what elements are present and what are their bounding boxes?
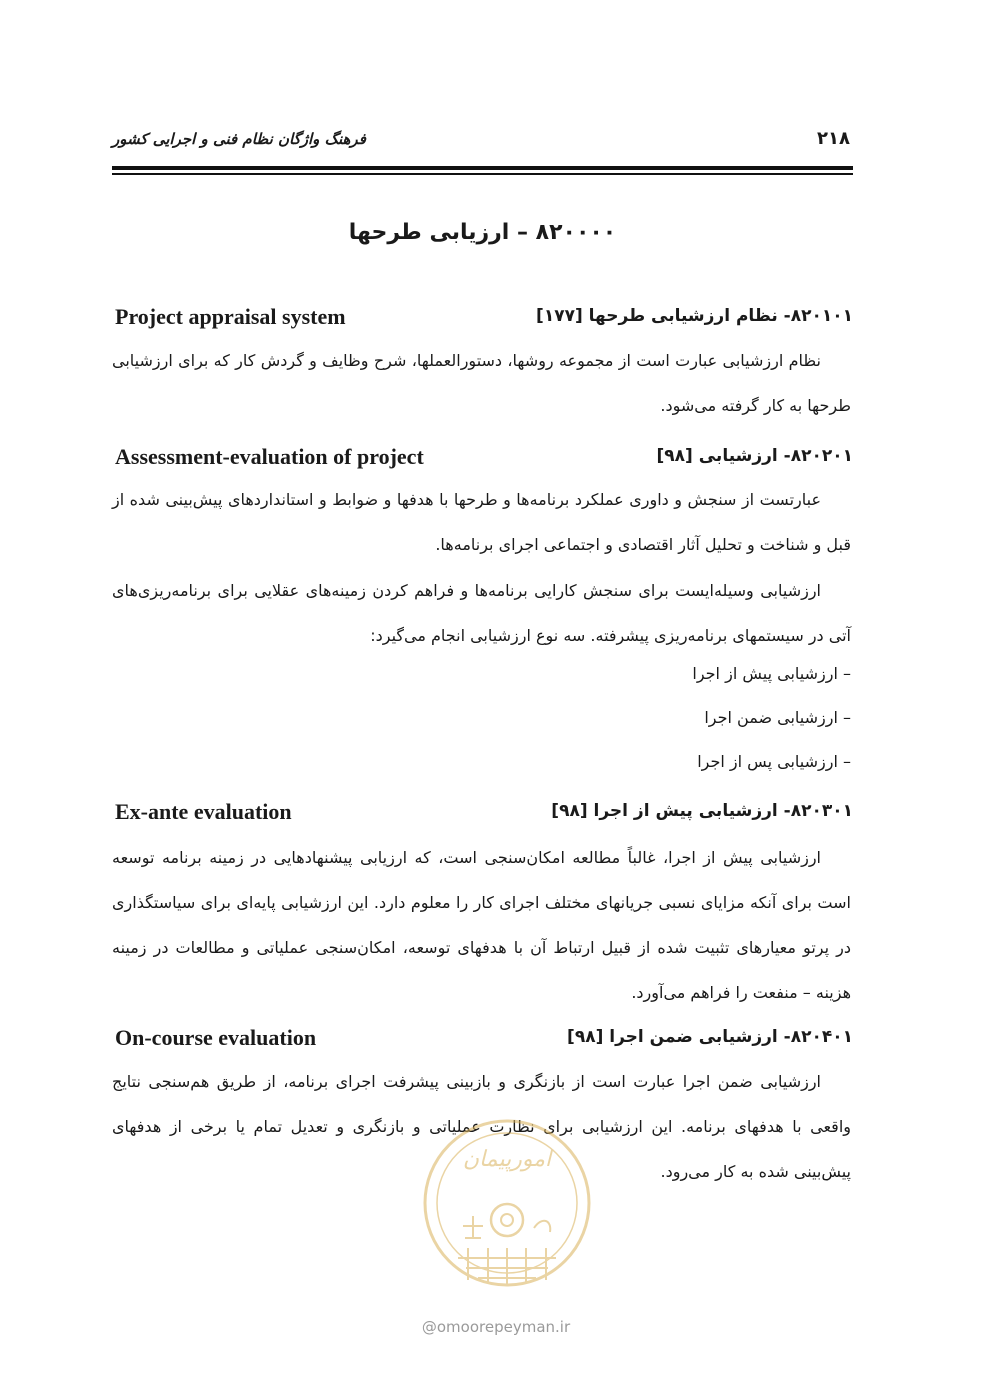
entry-heading <box>112 444 853 474</box>
watermark-logo-text: امورپیمان <box>462 1147 552 1172</box>
entry-paragraph: ارزشیابی ضمن اجرا عبارت است از بازنگری و بازبینی پیشرفت اجرای برنامه، از طریق هم‌سنجی نتایج واقعی با هدفهای برنامه. این ارزشیابی برای نظارت عملیاتی و بازنگری و تعدیل تمام یا برخی از هدفهای پیش‌بینی شده به کار می‌رود. <box>112 1072 851 1181</box>
entry-paragraph: ارزشیابی وسیله‌ایست برای سنجش کارایی برنامه‌ها و فراهم کردن زمینه‌های عقلایی برای برنامه‌ریزی‌های آتی در سیستمهای برنامه‌ریزی پیشرفته. سه نوع ارزشیابی انجام می‌گیرد: <box>112 581 851 645</box>
at-icon: @ <box>421 1318 437 1336</box>
entry-heading <box>112 1025 853 1055</box>
term-persian: ۸۲۰۲۰۱- ارزشیابی [۹۸] <box>656 446 853 466</box>
page-number: ۲۱۸ <box>817 128 850 149</box>
term-persian: ۸۲۰۴۰۱- ارزشیابی ضمن اجرا [۹۸] <box>567 1027 853 1047</box>
entry-heading <box>112 304 853 334</box>
bullet-item: – ارزشیابی ضمن اجرا <box>704 708 851 727</box>
watermark-site <box>0 1318 992 1336</box>
section-title: ۸۲۰۰۰۰ – ارزیابی طرحها <box>348 220 617 245</box>
entry-heading <box>112 799 853 829</box>
term-english: Assessment-evaluation of project <box>115 444 424 469</box>
term-english: Project appraisal system <box>115 304 346 329</box>
term-english: On-course evaluation <box>115 1025 317 1050</box>
watermark-site-text: omoorepeyman.ir <box>436 1318 571 1336</box>
term-persian: ۸۲۰۳۰۱- ارزشیابی پیش از اجرا [۹۸] <box>551 801 853 821</box>
entry-paragraph: ارزشیابی پیش از اجرا، غالباً مطالعه امکان‌سنجی است، که ارزیابی پیشنهادهایی در زمینه برنامه توسعه است برای آنکه مزایای نسبی جریانهای مختلف اجرای کار را معلوم دارد. این ارزشیابی پایه‌ای برای سیاستگذاری در پرتو معیارهای تثبیت شده از قبیل ارتباط آن با هدفهای توسعه، امکان‌سنجی عملیاتی و مطالعات در زمینه هزینه – منفعت را فراهم می‌آورد. <box>112 848 851 1002</box>
entry-paragraph: نظام ارزشیابی عبارت است از مجموعه روشها، دستورالعملها، شرح وظایف و گردش کار که برای ارزشیابی طرحها به کار گرفته می‌شود. <box>112 351 851 415</box>
header-rule-thin <box>112 173 853 175</box>
term-persian: ۸۲۰۱۰۱- نظام ارزشیابی طرحها [۱۷۷] <box>536 306 853 326</box>
running-title: فرهنگ واژگان نظام فنی و اجرایی کشور <box>112 130 366 148</box>
entry-paragraph: عبارتست از سنجش و داوری عملکرد برنامه‌ها و طرحها با هدفها و ضوابط و استانداردهای پیش‌بینی شده از قبل و شناخت و تحلیل آثار اقتصادی و اجتماعی اجرای برنامه‌ها. <box>112 490 851 554</box>
header-rule-thick <box>112 166 853 170</box>
page-header <box>112 128 850 158</box>
watermark-logo <box>418 1108 596 1298</box>
term-english: Ex-ante evaluation <box>115 799 292 824</box>
bullet-item: – ارزشیابی پس از اجرا <box>697 752 851 771</box>
bullet-item: – ارزشیابی پیش از اجرا <box>692 664 851 683</box>
